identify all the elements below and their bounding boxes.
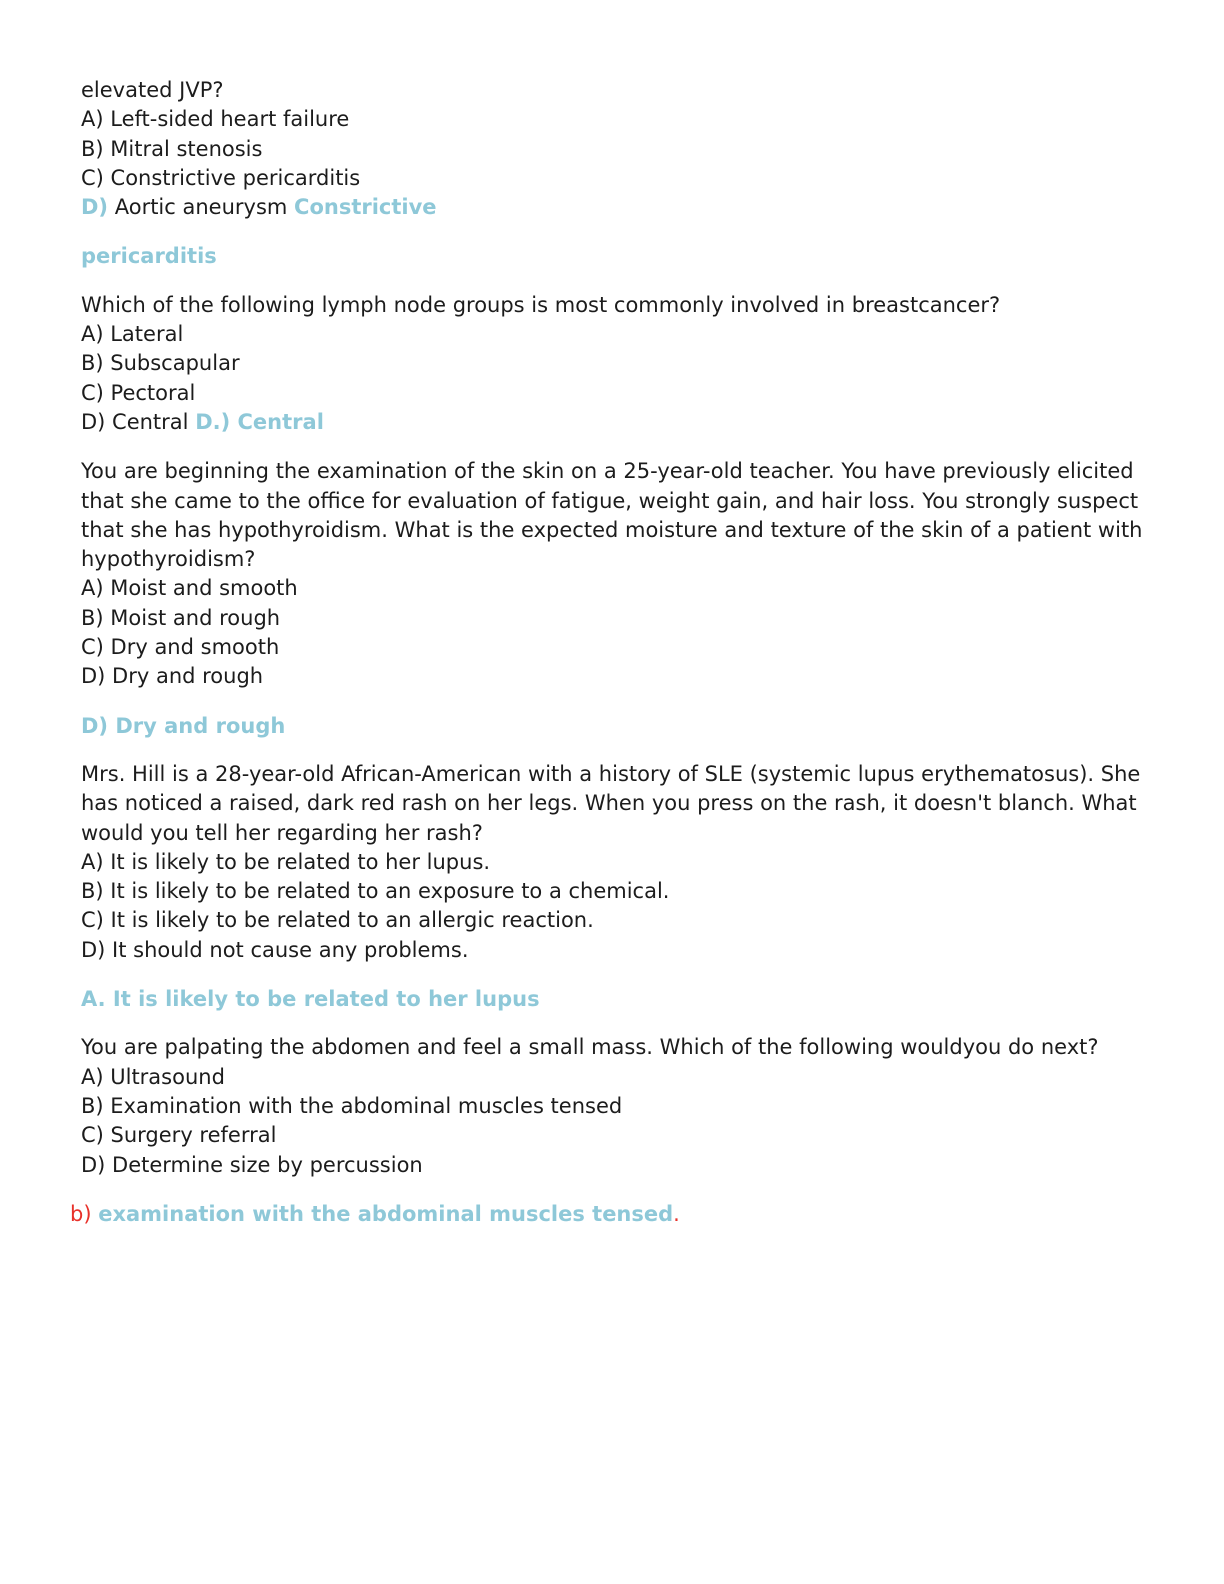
q5-answer-text: examination with the abdominal muscles tensed: [98, 1201, 674, 1226]
q2-option-d-text: D) Central: [81, 409, 189, 434]
q1-answer-line: [81, 242, 1161, 271]
question-3-text: You are beginning the examination of the skin on a 25-year-old teacher. You have previously elicited that she came to the office for evaluation of fatigue, weight gain, and hair loss. You strongly suspect that she has hypothyroidism. What is the expected moisture and texture of the skin of a patient with hypothyroidism?: [81, 459, 1143, 572]
q5-option-b: B) Examination with the abdominal muscles tensed: [81, 1093, 623, 1118]
q2-option-b: B) Subscapular: [81, 351, 240, 376]
q3-option-d: D) Dry and rough: [81, 664, 264, 689]
q4-option-b: B) It is likely to be related to an exposure to a chemical.: [81, 879, 670, 904]
q5-answer-suffix: .: [673, 1201, 680, 1226]
q3-answer: D) Dry and rough: [81, 713, 286, 738]
q4-option-c: C) It is likely to be related to an allergic reaction.: [81, 908, 594, 933]
q4-option-d: D) It should not cause any problems.: [81, 937, 469, 962]
q1-answer-part2: pericarditis: [81, 244, 217, 269]
document-content: [70, 76, 1161, 1229]
q4-answer: A. It is likely to be related to her lupus: [81, 987, 540, 1012]
q5-option-c: C) Surgery referral: [81, 1123, 277, 1148]
q4-option-a: A) It is likely to be related to her lupus.: [81, 849, 491, 874]
q2-option-a: A) Lateral: [81, 322, 184, 347]
q1-answer-part1: Constrictive: [294, 195, 437, 220]
q1-option-d: [81, 193, 1161, 222]
q3-option-a: A) Moist and smooth: [81, 576, 298, 601]
q4-answer-line: [81, 985, 1161, 1014]
q2-option-c: C) Pectoral: [81, 380, 196, 405]
q1-option-a: A) Left-sided heart failure: [81, 107, 350, 132]
question-4-text: Mrs. Hill is a 28-year-old African-American with a history of SLE (systemic lupus erythematosus). She has noticed a raised, dark red rash on her legs. When you press on the rash, it doesn't blanch. What would you tell her regarding her rash?: [81, 761, 1141, 845]
q2-option-d: [81, 408, 1161, 437]
question-2-text: Which of the following lymph node groups is most commonly involved in breastcancer?: [81, 292, 1001, 317]
q1-option-d-label: D): [81, 195, 109, 220]
q3-answer-line: [81, 712, 1161, 741]
q1-option-d-text: Aortic aneurysm: [114, 195, 288, 220]
q5-option-d: D) Determine size by percussion: [81, 1152, 423, 1177]
q1-option-c: C) Constrictive pericarditis: [81, 165, 361, 190]
q3-option-c: C) Dry and smooth: [81, 635, 280, 660]
question-1-tail: elevated JVP?: [81, 78, 224, 102]
q3-option-b: B) Moist and rough: [81, 605, 281, 630]
q5-option-a: A) Ultrasound: [81, 1064, 225, 1089]
q2-answer: D.) Central: [195, 409, 324, 434]
question-5-text: You are palpating the abdomen and feel a small mass. Which of the following wouldyou do next?: [81, 1035, 1099, 1060]
q1-option-b: B) Mitral stenosis: [81, 136, 263, 161]
q5-answer-prefix: b): [70, 1201, 92, 1226]
q5-answer-line: [70, 1200, 1161, 1229]
